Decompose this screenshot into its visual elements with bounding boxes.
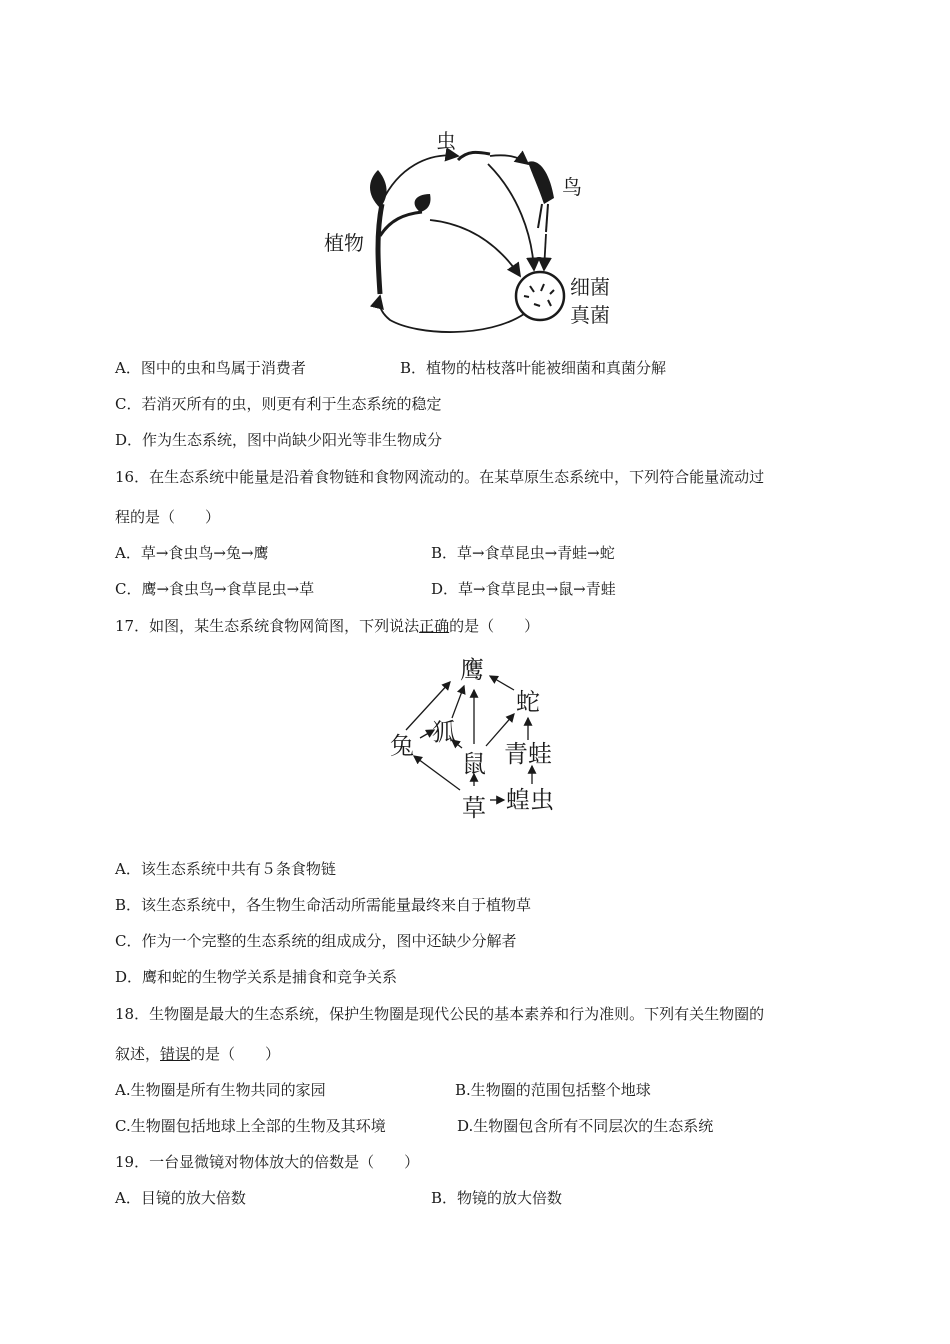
arrow-fox-eagle: [452, 686, 464, 718]
q18-stem-line1: 18．生物圈是最大的生态系统，保护生物圈是现代公民的基本素养和行为准则。下列有关生物圈的: [115, 1005, 765, 1023]
q17-stem-pre: 17．如图，某生态系统食物网简图，下列说法: [115, 617, 420, 635]
q18-option-c[interactable]: C.生物圈包括地球上全部的生物及其环境: [115, 1117, 386, 1135]
node-eagle: 鹰: [460, 656, 484, 684]
q15-option-d[interactable]: D．作为生态系统，图中尚缺少阳光等非生物成分: [115, 431, 443, 449]
plant-leaf-right: [415, 194, 431, 212]
node-locust: 蝗虫: [506, 786, 554, 814]
q19-option-a[interactable]: A．目镜的放大倍数: [115, 1189, 246, 1207]
q18-stem-post: 的是（ ）: [190, 1045, 281, 1063]
q19-option-b[interactable]: B．物镜的放大倍数: [431, 1189, 563, 1207]
arrow-grass-rabbit: [414, 756, 460, 790]
q18-stem-pre: 叙述，: [115, 1045, 161, 1063]
label-bacteria: 细菌: [570, 275, 610, 299]
q15-option-b[interactable]: B．植物的枯枝落叶能被细菌和真菌分解: [400, 359, 667, 377]
q18-stem-emphasis: 错误: [160, 1045, 191, 1063]
node-snake: 蛇: [516, 688, 540, 716]
insect-shape: [458, 152, 490, 160]
q17-stem-emphasis: 正确: [419, 617, 450, 635]
q17-option-a[interactable]: A．该生态系统中共有５条食物链: [115, 860, 336, 878]
label-bird: 鸟: [562, 175, 582, 199]
q16-option-d[interactable]: D．草→食草昆虫→鼠→青蛙: [431, 580, 616, 598]
q17-stem-post: 的是（ ）: [449, 617, 540, 635]
food-web-figure: [386, 650, 566, 830]
q16-option-a[interactable]: A．草→食虫鸟→兔→鹰: [115, 544, 269, 562]
q15-option-c[interactable]: C．若消灭所有的虫，则更有利于生态系统的稳定: [115, 395, 442, 413]
q16-option-c[interactable]: C．鹰→食虫鸟→食草昆虫→草: [115, 580, 315, 598]
node-grass: 草: [462, 794, 486, 822]
q17-option-b[interactable]: B．该生态系统中，各生物生命活动所需能量最终来自于植物草: [115, 896, 532, 914]
node-frog: 青蛙: [504, 740, 552, 768]
q17-stem: [115, 615, 539, 637]
q16-option-b[interactable]: B．草→食草昆虫→青蛙→蛇: [431, 544, 615, 562]
q18-option-a[interactable]: A.生物圈是所有生物共同的家园: [115, 1081, 326, 1099]
plant-branch: [380, 212, 422, 236]
ecosystem-cycle-figure: [318, 124, 638, 338]
plant-leaf-top: [370, 170, 387, 208]
label-plant: 植物: [324, 231, 364, 255]
q18-stem-line2: [115, 1043, 280, 1065]
q16-stem-line2: 程的是（ ）: [115, 508, 221, 526]
label-insect: 虫: [436, 129, 456, 153]
q18-option-d[interactable]: D.生物圈包含所有不同层次的生态系统: [457, 1117, 714, 1135]
decomposer-circle: [516, 272, 564, 320]
q15-option-a[interactable]: A．图中的虫和鸟属于消费者: [115, 359, 306, 377]
bird-shape: [528, 161, 554, 204]
plant-stem: [378, 204, 382, 294]
q17-option-d[interactable]: D．鹰和蛇的生物学关系是捕食和竞争关系: [115, 968, 398, 986]
label-fungi: 真菌: [570, 303, 610, 327]
node-fox: 狐: [432, 718, 456, 746]
q18-option-b[interactable]: B.生物圈的范围包括整个地球: [455, 1081, 651, 1099]
q17-option-c[interactable]: C．作为一个完整的生态系统的组成成分，图中还缺少分解者: [115, 932, 517, 950]
node-mouse: 鼠: [462, 750, 486, 778]
node-rabbit: 兔: [390, 732, 414, 760]
q16-stem-line1: 16．在生态系统中能量是沿着食物链和食物网流动的。在某草原生态系统中，下列符合能量流动过: [115, 468, 765, 486]
q19-stem: 19．一台显微镜对物体放大的倍数是（ ）: [115, 1153, 420, 1171]
arrow-snake-eagle: [490, 676, 514, 690]
